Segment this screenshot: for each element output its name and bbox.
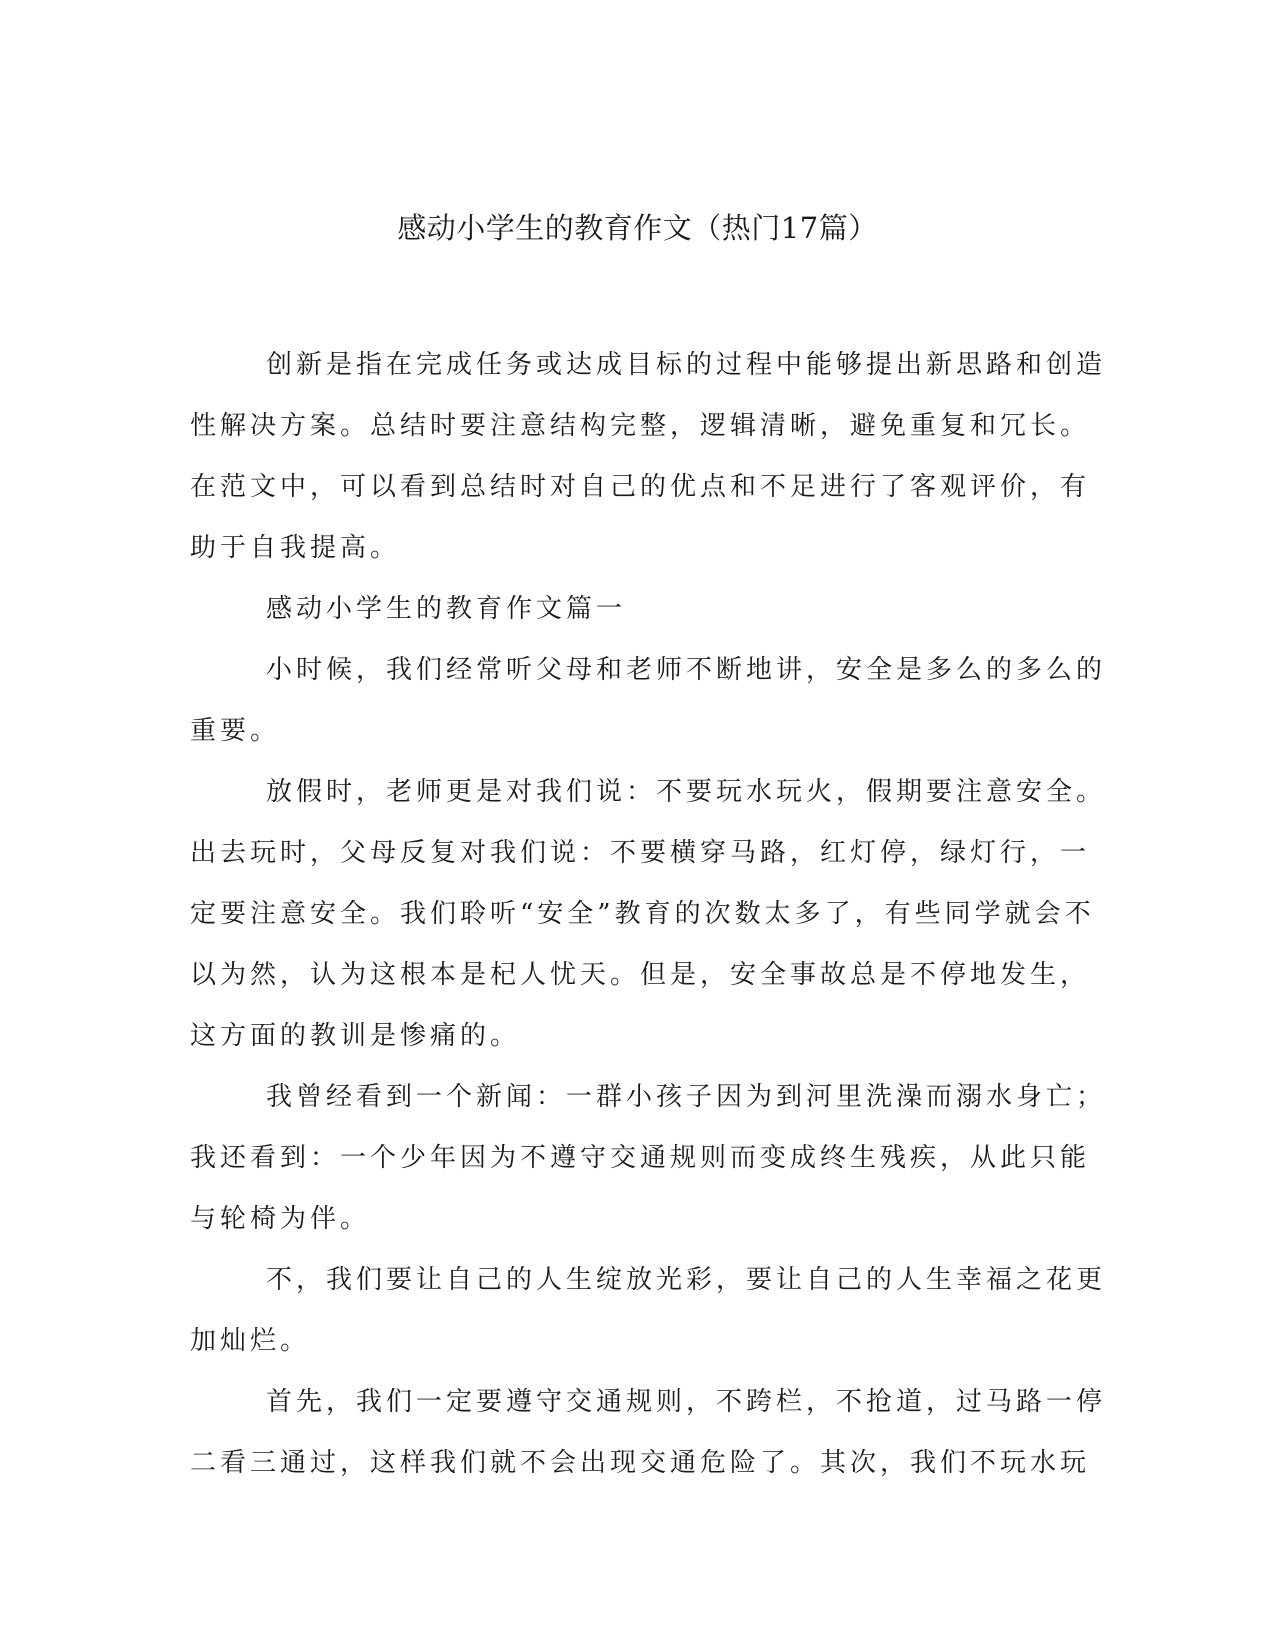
- section-heading: 感动小学生的教育作文篇一: [266, 594, 627, 624]
- body-line: 加灿烂。: [190, 1326, 311, 1356]
- body-line: 定要注意安全。我们聆听“安全”教育的次数太多了，有些同学就会不: [190, 899, 1095, 929]
- body-line: 在范文中，可以看到总结时对自己的优点和不足进行了客观评价，有: [190, 472, 1091, 502]
- body-line: 性解决方案。总结时要注意结构完整，逻辑清晰，避免重复和冗长。: [190, 411, 1091, 441]
- document-title: 感动小学生的教育作文（热门17篇）: [397, 211, 878, 245]
- body-line: 二看三通过，这样我们就不会出现交通危险了。其次，我们不玩水玩: [190, 1448, 1091, 1478]
- body-line: 助于自我提高。: [190, 533, 401, 563]
- body-line: 我曾经看到一个新闻：一群小孩子因为到河里洗澡而溺水身亡；: [266, 1082, 1107, 1112]
- body-line: 这方面的教训是惨痛的。: [190, 1021, 521, 1051]
- body-line: 重要。: [190, 716, 281, 746]
- body-line: 以为然，认为这根本是杞人忧天。但是，安全事故总是不停地发生，: [190, 960, 1091, 990]
- body-line: 我还看到：一个少年因为不遵守交通规则而变成终生残疾，从此只能: [190, 1143, 1091, 1173]
- body-line: 创新是指在完成任务或达成目标的过程中能够提出新思路和创造: [266, 350, 1107, 380]
- body-line: 出去玩时，父母反复对我们说：不要横穿马路，红灯停，绿灯行，一: [190, 838, 1091, 868]
- document-body: [190, 335, 1107, 1494]
- body-line: 不，我们要让自己的人生绽放光彩，要让自己的人生幸福之花更: [266, 1265, 1107, 1295]
- body-line: 小时候，我们经常听父母和老师不断地讲，安全是多么的多么的: [266, 655, 1107, 685]
- body-line: 与轮椅为伴。: [190, 1204, 371, 1234]
- body-line: 首先，我们一定要遵守交通规则，不跨栏，不抢道，过马路一停: [266, 1387, 1107, 1417]
- body-line: 放假时，老师更是对我们说：不要玩水玩火，假期要注意安全。: [266, 777, 1107, 807]
